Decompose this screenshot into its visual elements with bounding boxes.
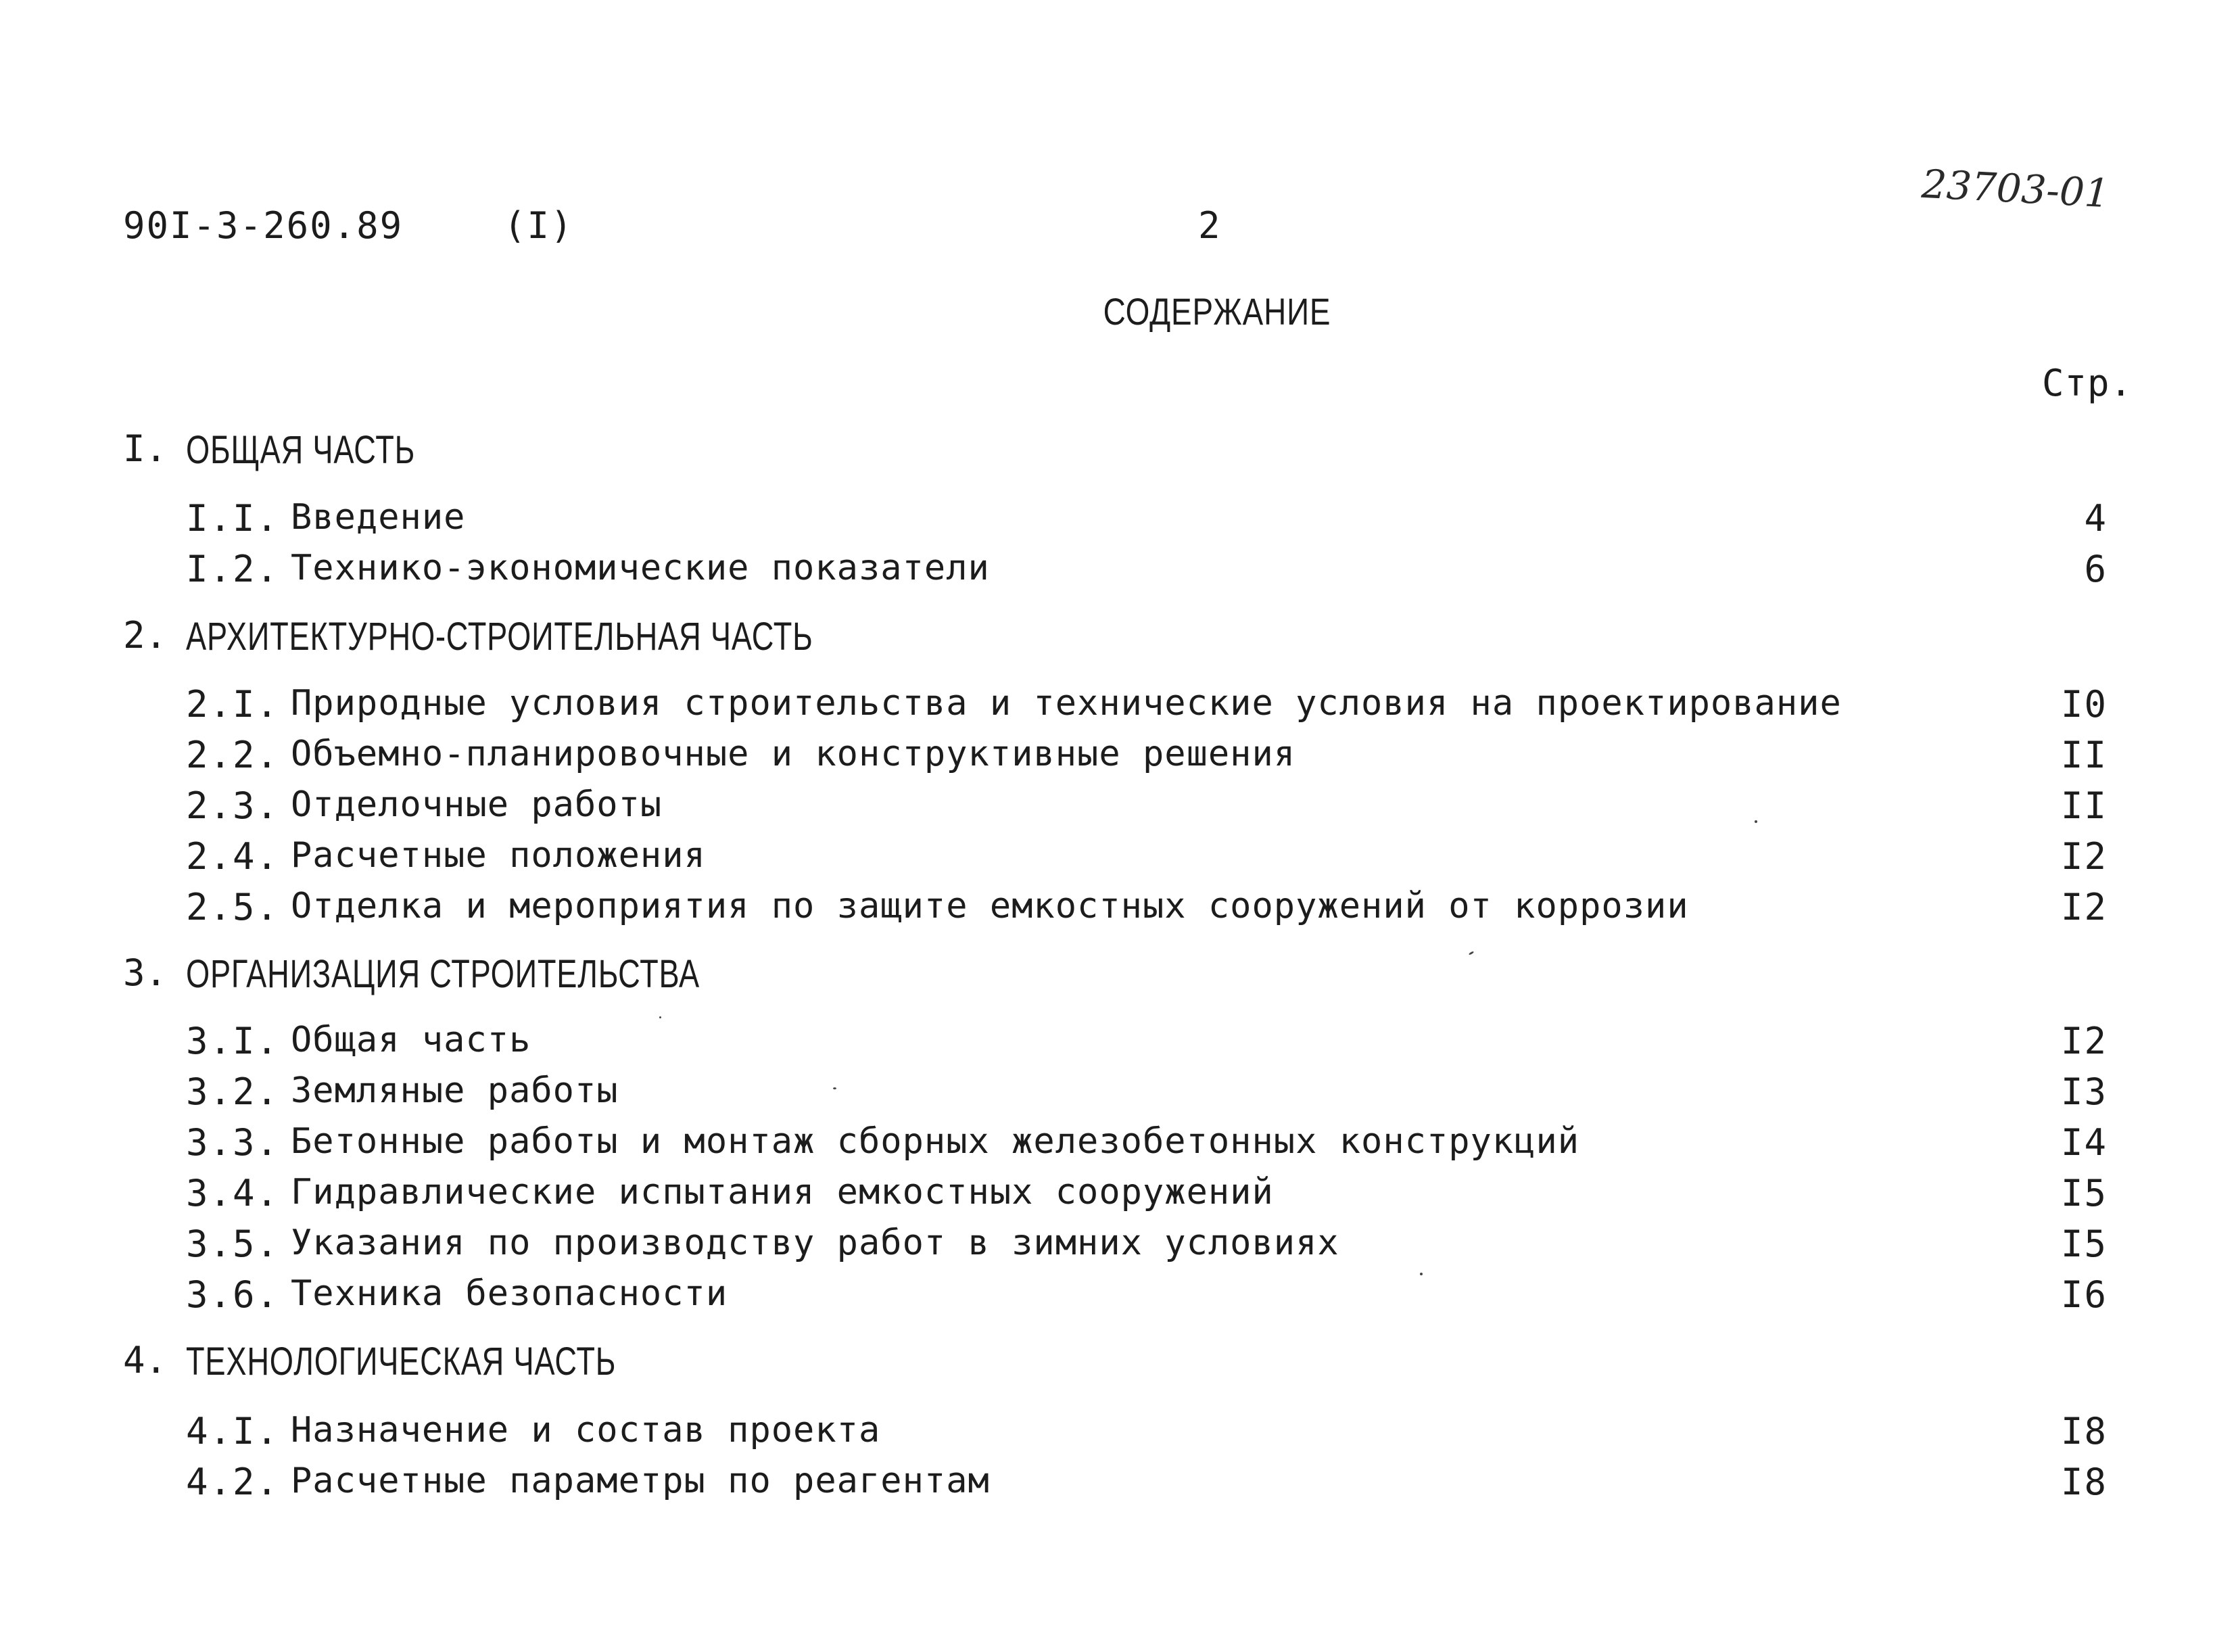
entry-title: Указания по производству работ в зимних условиях xyxy=(291,1223,1339,1263)
entry-number: 3.I. xyxy=(186,1020,280,1062)
toc-entry xyxy=(0,1410,2236,1457)
entry-page: I2 xyxy=(2060,886,2108,928)
entry-number: 4.2. xyxy=(186,1461,280,1503)
toc-entry xyxy=(0,1070,2236,1118)
entry-title: Отделочные работы xyxy=(291,784,663,825)
entry-number: 4.I. xyxy=(186,1410,280,1453)
page-column-label: Стр. xyxy=(2042,362,2133,404)
section-title: АРХИТЕКТУРНО-СТРОИТЕЛЬНАЯ ЧАСТЬ xyxy=(186,615,813,659)
entry-title: Отделка и мероприятия по защите емкостных сооружений от коррозии xyxy=(291,886,1689,926)
entry-page: 4 xyxy=(2084,497,2108,540)
section-number: 2. xyxy=(123,614,168,657)
handwritten-number: 23703-01 xyxy=(1920,160,2111,217)
entry-page: I0 xyxy=(2060,683,2108,726)
entry-number: 3.3. xyxy=(186,1121,280,1164)
entry-title: Расчетные положения xyxy=(291,835,706,876)
section-number: 4. xyxy=(123,1339,168,1382)
entry-title: Технико-экономические показатели xyxy=(291,548,990,588)
entry-page: I2 xyxy=(2060,1020,2108,1062)
entry-page: II xyxy=(2060,734,2108,776)
entry-title: Бетонные работы и монтаж сборных железобетонных конструкций xyxy=(291,1121,1580,1162)
section-heading xyxy=(0,427,2236,475)
section-heading xyxy=(0,614,2236,661)
toc-entry xyxy=(0,683,2236,730)
toc-entry xyxy=(0,497,2236,544)
entry-number: 3.2. xyxy=(186,1070,280,1113)
entry-page: I5 xyxy=(2060,1172,2108,1214)
entry-title: Общая часть xyxy=(291,1020,531,1060)
entry-title: Земляные работы xyxy=(291,1070,619,1111)
toc-entry xyxy=(0,835,2236,882)
toc-entry xyxy=(0,1121,2236,1169)
entry-page: I4 xyxy=(2060,1121,2108,1164)
toc-entry xyxy=(0,1273,2236,1321)
section-heading xyxy=(0,1339,2236,1386)
entry-page: I8 xyxy=(2060,1461,2108,1503)
entry-title: Назначение и состав проекта xyxy=(291,1410,881,1450)
contents-title: СОДЕРЖАНИЕ xyxy=(1103,290,1331,333)
entry-page: I5 xyxy=(2060,1223,2108,1265)
entry-number: 2.I. xyxy=(186,683,280,726)
entry-number: 3.5. xyxy=(186,1223,280,1265)
section-number: 3. xyxy=(123,951,168,994)
toc-entry xyxy=(0,548,2236,595)
toc-entry xyxy=(0,784,2236,832)
entry-number: I.I. xyxy=(186,497,280,540)
entry-number: 3.4. xyxy=(186,1172,280,1214)
section-title: ТЕХНОЛОГИЧЕСКАЯ ЧАСТЬ xyxy=(186,1340,617,1384)
entry-title: Введение xyxy=(291,497,466,538)
toc-entry xyxy=(0,1461,2236,1508)
entry-page: 6 xyxy=(2084,548,2108,590)
document-code: 90I-3-260.89 xyxy=(123,204,404,247)
document-part: (I) xyxy=(504,204,574,247)
scan-speck xyxy=(833,1087,836,1089)
scan-speck xyxy=(659,1016,661,1018)
entry-number: 2.3. xyxy=(186,784,280,827)
section-title: ОБЩАЯ ЧАСТЬ xyxy=(186,428,416,472)
entry-number: I.2. xyxy=(186,548,280,590)
section-title: ОРГАНИЗАЦИЯ СТРОИТЕЛЬСТВА xyxy=(186,952,700,996)
section-number: I. xyxy=(123,427,168,470)
entry-number: 2.2. xyxy=(186,734,280,776)
toc-entry xyxy=(0,1172,2236,1219)
entry-title: Гидравлические испытания емкостных сооружений xyxy=(291,1172,1274,1212)
scan-speck xyxy=(1420,1273,1423,1275)
entry-page: I8 xyxy=(2060,1410,2108,1453)
section-heading xyxy=(0,951,2236,999)
entry-page: I6 xyxy=(2060,1273,2108,1316)
toc-entry xyxy=(0,734,2236,781)
entry-page: II xyxy=(2060,784,2108,827)
page-number: 2 xyxy=(1198,204,1222,247)
entry-page: I2 xyxy=(2060,835,2108,878)
toc-entry xyxy=(0,1223,2236,1270)
entry-number: 2.4. xyxy=(186,835,280,878)
entry-number: 2.5. xyxy=(186,886,280,928)
entry-title: Техника безопасности xyxy=(291,1273,728,1314)
toc-entry xyxy=(0,886,2236,933)
entry-page: I3 xyxy=(2060,1070,2108,1113)
entry-number: 3.6. xyxy=(186,1273,280,1316)
entry-title: Природные условия строительства и технические условия на проектирование xyxy=(291,683,1842,724)
scan-speck xyxy=(1755,820,1757,823)
entry-title: Объемно-планировочные и конструктивные решения xyxy=(291,734,1296,774)
entry-title: Расчетные параметры по реагентам xyxy=(291,1461,990,1501)
toc-entry xyxy=(0,1020,2236,1067)
